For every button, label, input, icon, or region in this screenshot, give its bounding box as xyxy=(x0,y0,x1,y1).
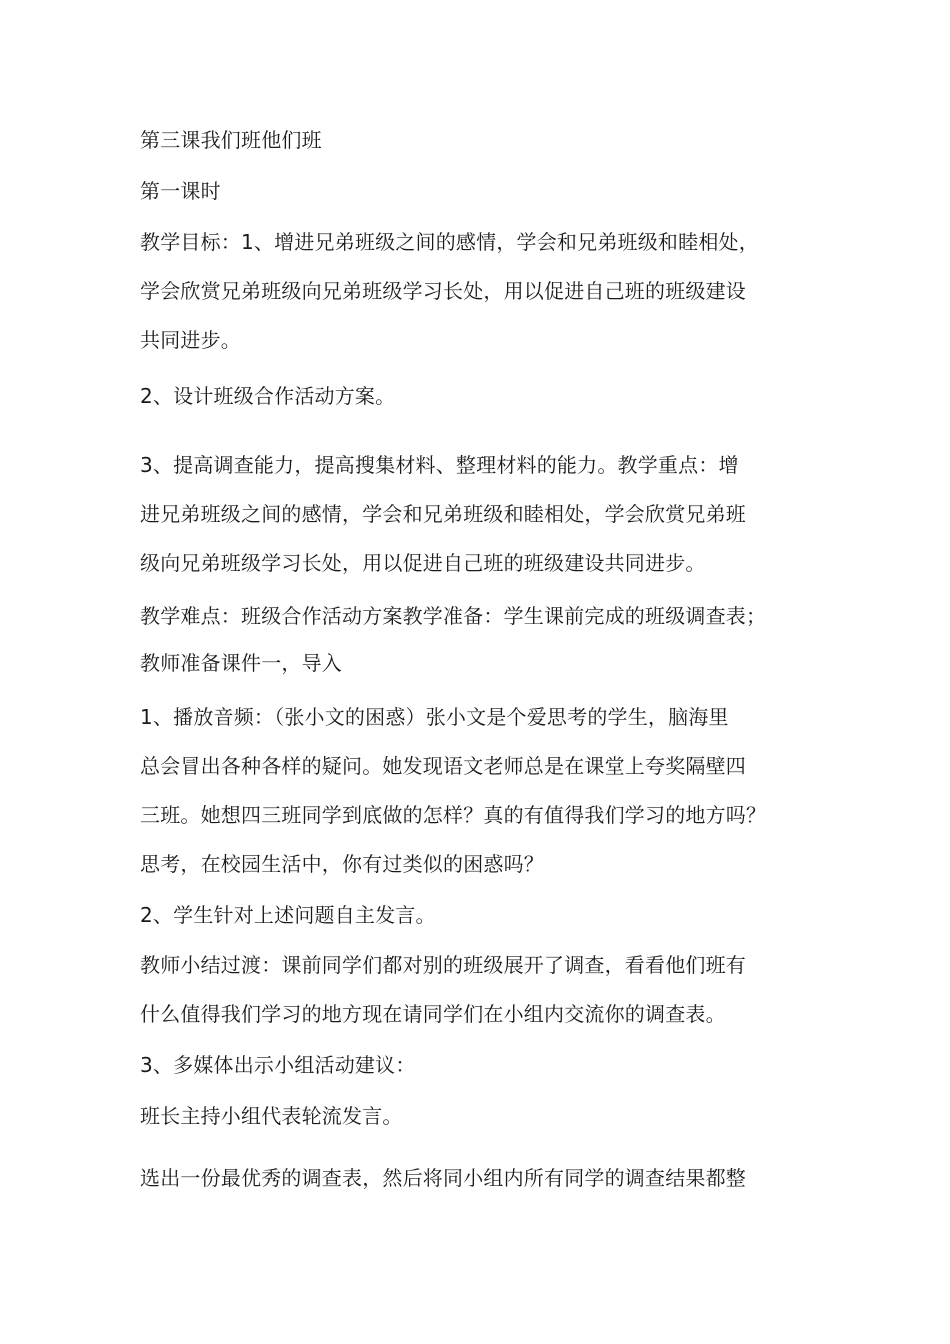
text-line: 选出一份最优秀的调查表，然后将同小组内所有同学的调查结果都整 xyxy=(140,1166,746,1190)
lesson-period: 第一课时 xyxy=(140,179,221,203)
text-line: 2、学生针对上述问题自主发言。 xyxy=(140,903,436,927)
text-line: 总会冒出各种各样的疑问。她发现语文老师总是在课堂上夸奖隔壁四 xyxy=(140,754,746,778)
text-line: 3、多媒体出示小组活动建议： xyxy=(140,1053,416,1077)
text-line: 学会欣赏兄弟班级向兄弟班级学习长处，用以促进自己班的班级建设 xyxy=(140,279,746,303)
text-line: 2、设计班级合作活动方案。 xyxy=(140,384,396,408)
text-line: 教师小结过渡：课前同学们都对别的班级展开了调查，看看他们班有 xyxy=(140,953,746,977)
text-line: 什么值得我们学习的地方现在请同学们在小组内交流你的调查表。 xyxy=(140,1002,726,1026)
text-line: 共同进步。 xyxy=(140,328,241,352)
text-line: 级向兄弟班级学习长处，用以促进自己班的班级建设共同进步。 xyxy=(140,551,706,575)
text-line: 教学目标：1、增进兄弟班级之间的感情，学会和兄弟班级和睦相处， xyxy=(140,230,759,254)
text-line: 教学难点：班级合作活动方案教学准备：学生课前完成的班级调查表； xyxy=(140,604,767,628)
text-line: 思考，在校园生活中，你有过类似的困惑吗？ xyxy=(140,852,544,876)
text-line: 班长主持小组代表轮流发言。 xyxy=(140,1104,403,1128)
text-line: 三班。她想四三班同学到底做的怎样？真的有值得我们学习的地方吗？ xyxy=(140,803,767,827)
text-line: 教师准备课件一，导入 xyxy=(140,651,342,675)
lesson-title: 第三课我们班他们班 xyxy=(140,128,322,152)
text-line: 进兄弟班级之间的感情，学会和兄弟班级和睦相处，学会欣赏兄弟班 xyxy=(140,502,746,526)
text-line: 1、播放音频：（张小文的困惑）张小文是个爱思考的学生，脑海里 xyxy=(140,705,729,729)
text-line: 3、提高调查能力，提高搜集材料、整理材料的能力。教学重点：增 xyxy=(140,453,739,477)
